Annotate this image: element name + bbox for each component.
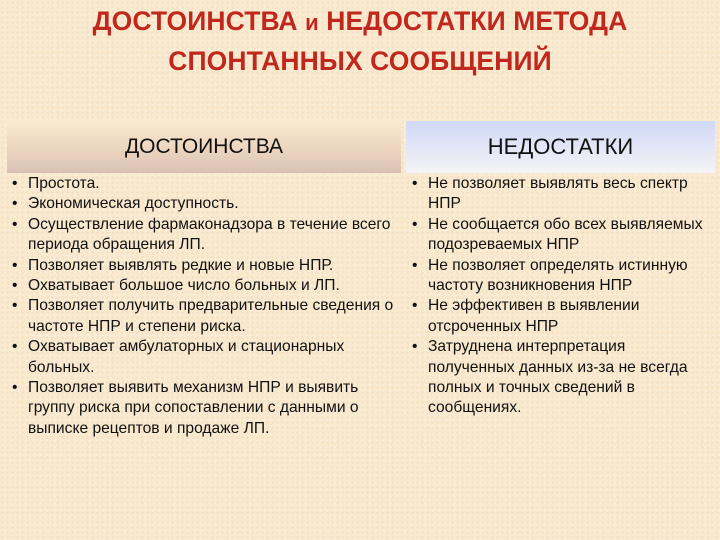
advantages-header: ДОСТОИНСТВА (7, 121, 401, 173)
advantage-item: • Экономическая доступность. (10, 194, 405, 214)
disadvantages-list (410, 174, 715, 419)
advantages-list (10, 174, 405, 439)
title-line-1 (0, 2, 720, 42)
advantage-item: • Позволяет получить предварительные сведения о частоте НПР и степени риска. (10, 296, 405, 337)
disadvantages-header: НЕДОСТАТКИ (406, 121, 715, 173)
title-line-2: СПОНТАННЫХ СООБЩЕНИЙ (168, 46, 552, 76)
advantage-item: • Позволяет выявить механизм НПР и выявить группу риска при сопоставлении с данными о выписке рецептов и продаже ЛП. (10, 378, 405, 439)
disadvantage-item: • Не позволяет выявлять весь спектр НПР (410, 174, 715, 215)
disadvantage-item: • Затруднена интерпретация полученных данных из-за не всегда полных и точных сведений в сообщениях. (410, 337, 715, 419)
page-title (0, 2, 720, 81)
advantage-item: • Простота. (10, 174, 405, 194)
title-part-1: ДОСТОИНСТВА (92, 6, 298, 36)
advantage-item: • Охватывает амбулаторных и стационарных больных. (10, 337, 405, 378)
advantage-item: • Охватывает большое число больных и ЛП. (10, 276, 405, 296)
title-conjunction: и (305, 10, 319, 35)
disadvantage-item: • Не эффективен в выявлении отсроченных НПР (410, 296, 715, 337)
advantage-item: • Осуществление фармаконадзора в течение всего периода обращения ЛП. (10, 215, 405, 256)
disadvantage-item: • Не сообщается обо всех выявляемых подозреваемых НПР (410, 215, 715, 256)
advantage-item: • Позволяет выявлять редкие и новые НПР. (10, 256, 405, 276)
title-part-2: НЕДОСТАТКИ МЕТОДА (326, 6, 628, 36)
disadvantage-item: • Не позволяет определять истинную частоту возникновения НПР (410, 256, 715, 297)
